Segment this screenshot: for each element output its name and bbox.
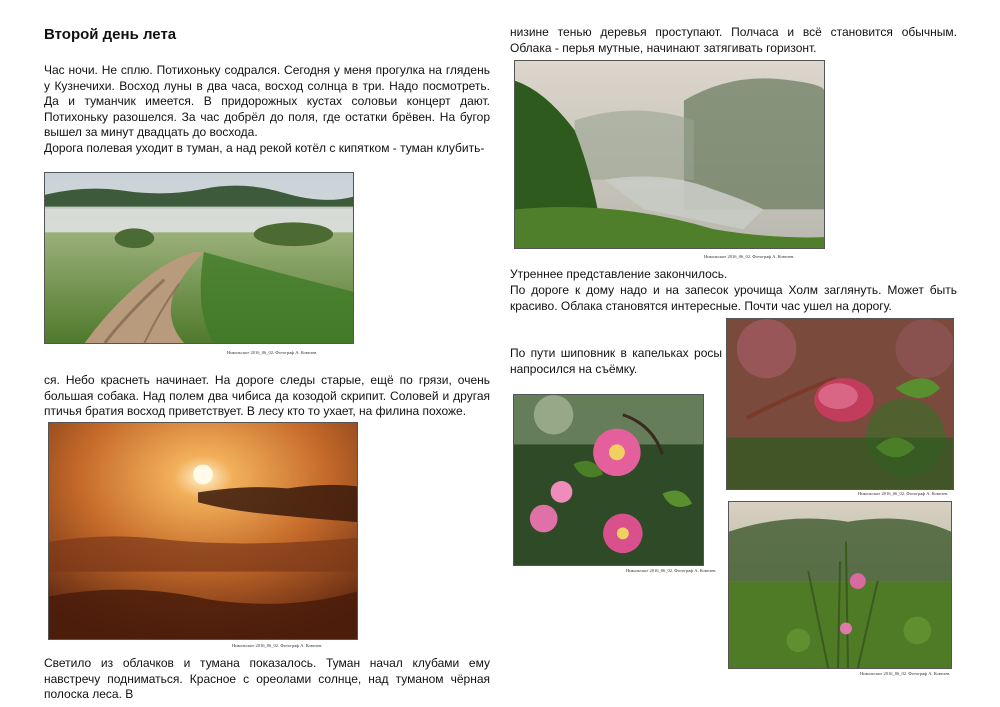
photo-caption: Никольское 2016_06_02. Фотограф А. Ковелев. (232, 643, 323, 648)
article-title: Второй день лета (44, 26, 177, 43)
paragraph-sun-appeared: Светило из облачков и тумана показалось. Туман начал клубами ему навстречу подниматься. Красное с ореолами солнце, над туманом чёрная полоска леса. В (44, 656, 490, 701)
photo-sunrise-fog (48, 422, 358, 640)
photo-caption: Никольское 2016_06_02. Фотограф А. Ковелев. (860, 671, 951, 676)
photo-river-mist (514, 60, 825, 249)
paragraph-road-fog: Дорога полевая уходит в туман, а над рекой котёл с кипятком - туман клубить- (44, 141, 485, 155)
paragraph-lowland-trees: низине тенью деревья проступают. Полчаса и всё становится обычным. Облака - перья мутные, начинают затягивать горизонт. (510, 25, 957, 55)
photo-caption: Никольское 2016_06_02. Фотограф А. Ковелев. (704, 254, 795, 259)
photo-rosehip-bud (726, 318, 954, 490)
paragraph-road-home: По дороге к дому надо и на запесок урочища Холм заглянуть. Может быть красиво. Облака становятся интересные. Почти час ушел на дорогу. (510, 283, 957, 313)
photo-field-road (44, 172, 354, 344)
paragraph-show-ended: Утреннее представление закончилось. (510, 267, 728, 281)
paragraph-sky-reddens: ся. Небо краснеть начинает. На дороге следы старые, ещё по грязи, очень большая собака. Над полем два чибиса да козодой скрипит. Соловей и другая птичья братия восход приветствует. В лесу кто то ухает, на филина похоже. (44, 373, 490, 418)
photo-caption: Никольское 2016_06_02. Фотограф А. Ковелев. (626, 568, 717, 573)
paragraph-night-walk: Час ночи. Не сплю. Потихоньку содрался. Сегодня у меня прогулка на глядень у Кузнечихи. Восход луны в два часа, восход солнца в три. Надо посмотреть. Да и туманчик имеется. В придорожных кустах соловьи концерт дают. Потихоньку разошелся. За час добрёл до поля, где остатки брёвен. На бугор вышел за минут двадцать до восхода. (44, 63, 490, 139)
photo-rosehip-meadow (728, 501, 952, 669)
paragraph-rosehip: По пути шиповник в капельках росы напросился на съёмку. (510, 346, 722, 376)
photo-caption: Никольское 2016_06_02. Фотограф А. Ковелев. (858, 491, 949, 496)
photo-caption: Никольское 2016_06_02. Фотограф А. Ковелев. (227, 350, 318, 355)
photo-rosehip-flowers (513, 394, 704, 566)
